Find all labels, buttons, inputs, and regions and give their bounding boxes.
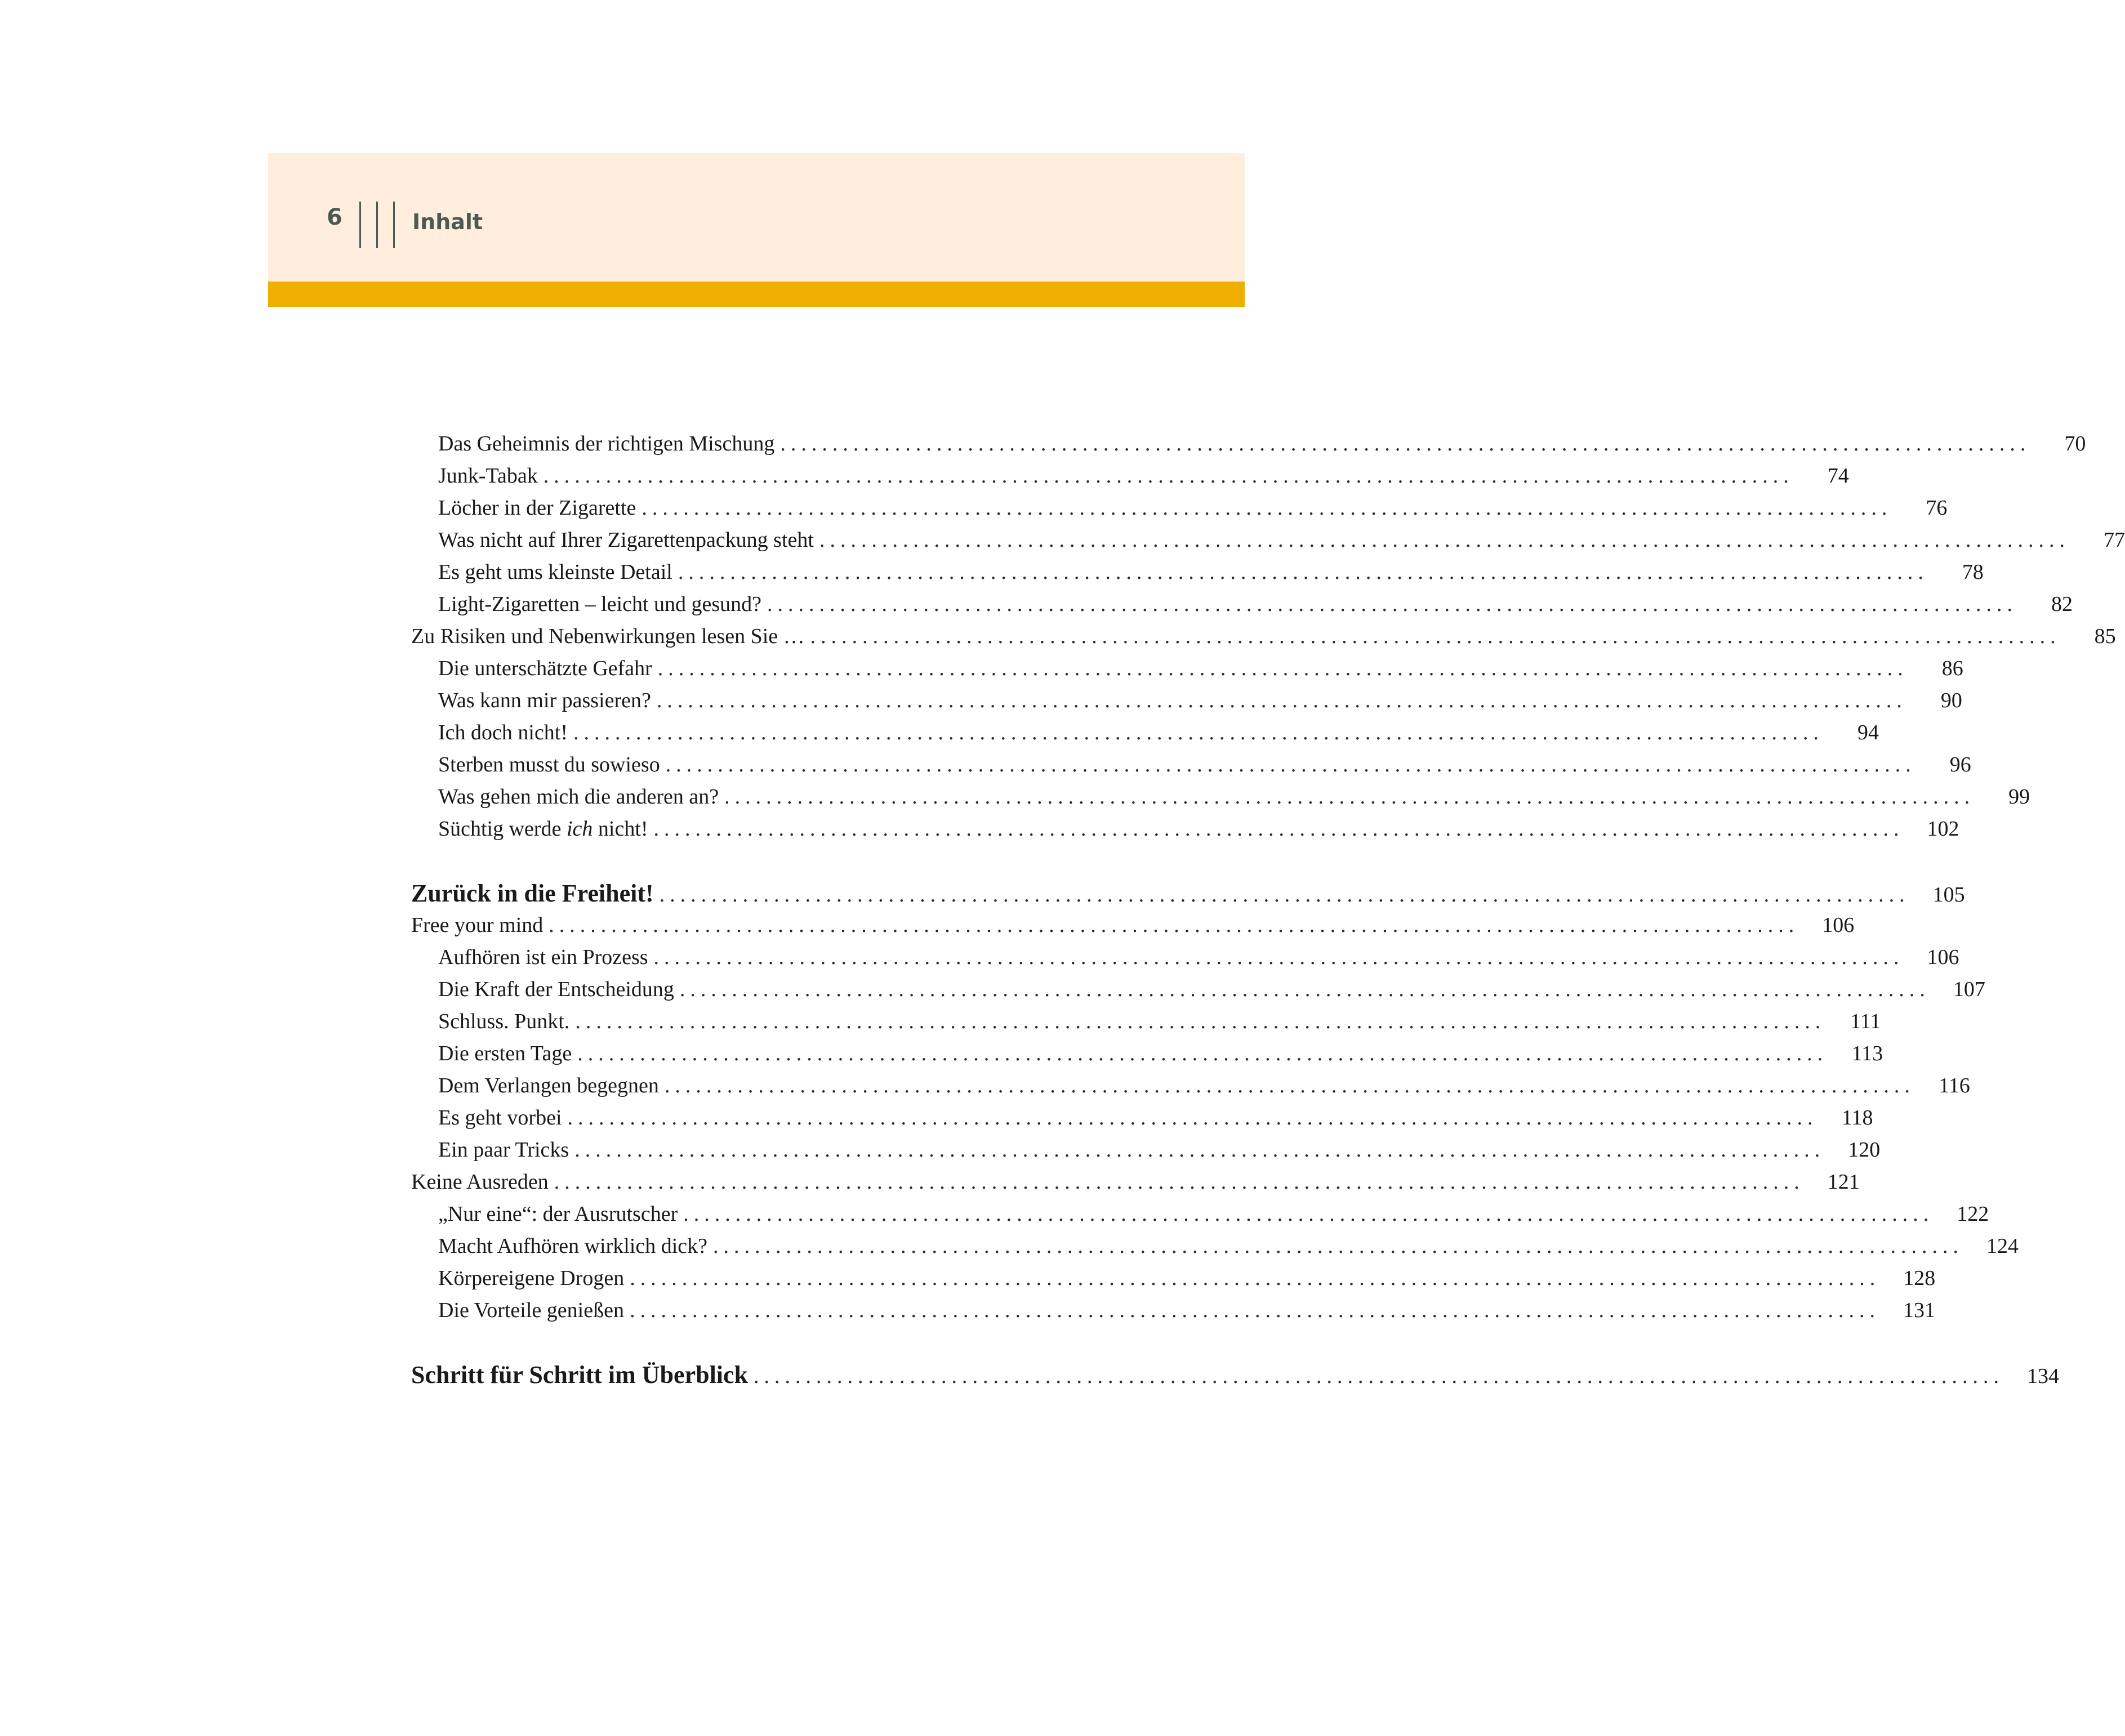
toc-entry-page: 76: [1926, 496, 1948, 520]
toc-entry: [411, 685, 1962, 717]
toc-entry-page: 124: [1986, 1234, 2019, 1258]
toc-entry-page: 120: [1848, 1138, 1881, 1162]
toc-entry-page: 96: [1949, 753, 1971, 776]
dot-leader: ........................................................................................................................: [543, 464, 1794, 488]
dot-leader: ........................................................................................................................: [641, 496, 1892, 520]
toc-entry-page: 82: [2051, 592, 2073, 616]
dot-leader: ........................................................................................................................: [678, 560, 1928, 584]
dot-leader: ........................................................................................................................: [664, 1074, 1915, 1097]
toc-entry-page: 99: [2008, 785, 2030, 809]
toc-entry: [411, 621, 2116, 653]
toc-entry-title: Aufhören ist ein Prozess: [438, 945, 648, 969]
toc-entry: [411, 460, 1849, 492]
toc-entry-title: Es geht ums kleinste Detail: [438, 560, 672, 584]
toc-entry: [411, 717, 1879, 749]
toc-entry-page: 90: [1940, 689, 1962, 712]
toc-chapter-page: 134: [2027, 1364, 2060, 1388]
toc-entry-page: 77: [2103, 528, 2125, 552]
header-stripe: [268, 282, 1245, 307]
dot-leader: ........................................................................................................................: [653, 945, 1904, 969]
toc-entry: [411, 813, 1959, 845]
dot-leader: ........................................................................................................................: [683, 1202, 1934, 1226]
toc-entry-title: Körpereigene Drogen: [438, 1266, 625, 1290]
toc-entry-title: Light-Zigaretten – leicht und gesund?: [438, 592, 762, 616]
toc-chapter-page: 105: [1932, 883, 1965, 907]
toc-entry: [411, 1230, 2019, 1262]
toc-entry-page: 94: [1857, 721, 1879, 744]
toc-entry: [411, 781, 2030, 813]
toc-entry-page: 128: [1903, 1266, 1936, 1290]
dot-leader: ........................................................................................................................: [630, 1266, 1881, 1290]
toc-entry: [411, 492, 1948, 524]
dot-leader: ........................................................................................................................: [780, 432, 2031, 456]
toc-entry: [411, 749, 1971, 781]
toc-entry-title: Dem Verlangen begegnen: [438, 1074, 659, 1097]
toc-entry-page: 102: [1927, 817, 1959, 841]
header-divider-bar: [359, 202, 361, 248]
toc-entry: [411, 1006, 1881, 1038]
toc-chapter-title: Schritt für Schritt im Überblick: [411, 1361, 749, 1389]
table-of-contents: [411, 428, 2125, 1391]
toc-entry-page: 118: [1841, 1106, 1873, 1130]
toc-chapter: [411, 877, 1965, 909]
dot-leader: ........................................................................................................................: [549, 913, 1799, 937]
toc-entry-title: Es geht vorbei: [438, 1106, 562, 1130]
toc-entry: [411, 1295, 1935, 1327]
toc-chapter-title: Zurück in die Freiheit!: [411, 880, 654, 907]
toc-entry-page: 131: [1903, 1298, 1935, 1322]
dot-leader: ........................................................................................................................: [810, 624, 2061, 648]
toc-entry: [411, 1134, 1881, 1166]
dot-leader: ........................................................................................................................: [767, 592, 2018, 616]
header-divider-bar: [376, 202, 378, 248]
toc-entry-title: Keine Ausreden: [411, 1170, 549, 1194]
toc-entry-page: 121: [1827, 1170, 1860, 1194]
toc-entry: [411, 653, 1963, 685]
toc-entry-title: Die Kraft der Entscheidung: [438, 978, 674, 1001]
toc-entry-title: Die ersten Tage: [438, 1042, 572, 1065]
toc-entry-title: Das Geheimnis der richtigen Mischung: [438, 432, 775, 456]
toc-entry-title: Süchtig werde ich nicht!: [438, 817, 648, 841]
toc-entry-title: Ich doch nicht!: [438, 721, 568, 744]
toc-entry: [411, 588, 2073, 621]
toc-entry-title: „Nur eine“: der Ausrutscher: [438, 1202, 678, 1226]
toc-entry-page: 106: [1822, 913, 1855, 937]
toc-entry-page: 122: [1957, 1202, 1989, 1226]
toc-entry: [411, 524, 2125, 556]
dot-leader: ........................................................................................................................: [653, 817, 1904, 841]
toc-entry-title: Was nicht auf Ihrer Zigarettenpackung steht: [438, 528, 814, 552]
dot-leader: ........................................................................................................................: [713, 1234, 1964, 1258]
toc-entry-title: Was kann mir passieren?: [438, 689, 651, 712]
toc-entry-page: 85: [2094, 624, 2116, 648]
toc-entry-page: 74: [1827, 464, 1849, 488]
dot-leader: ........................................................................................................................: [629, 1298, 1880, 1322]
dot-leader: ........................................................................................................................: [656, 689, 1907, 712]
toc-entry: [411, 941, 1959, 974]
toc-entry-page: 86: [1941, 657, 1963, 680]
toc-entry-title: Sterben musst du sowieso: [438, 753, 660, 776]
dot-leader: ........................................................................................................................: [567, 1106, 1818, 1130]
toc-entry-page: 116: [1939, 1074, 1970, 1097]
toc-chapter: [411, 1359, 2060, 1391]
dot-leader: ........................................................................................................................: [577, 1042, 1828, 1065]
toc-entry-page: 107: [1953, 978, 1985, 1001]
toc-entry: [411, 428, 2086, 460]
dot-leader: ........................................................................................................................: [754, 1364, 2004, 1388]
toc-entry-title: Free your mind: [411, 913, 543, 937]
toc-entry-title: Schluss. Punkt.: [438, 1010, 570, 1033]
toc-entry-page: 106: [1927, 945, 1959, 969]
dot-leader: ........................................................................................................................: [659, 883, 1910, 907]
toc-entry: [411, 974, 1985, 1006]
toc-entry: [411, 1198, 1989, 1230]
dot-leader: ........................................................................................................................: [679, 978, 1930, 1001]
dot-leader: ........................................................................................................................: [819, 528, 2070, 552]
toc-entry-page: 113: [1851, 1042, 1883, 1065]
toc-entry: [411, 909, 1855, 941]
dot-leader: ........................................................................................................................: [665, 753, 1916, 776]
toc-entry: [411, 1070, 1970, 1102]
dot-leader: ........................................................................................................................: [573, 721, 1824, 744]
toc-entry-title: Junk-Tabak: [438, 464, 538, 488]
toc-entry-page: 70: [2064, 432, 2086, 456]
toc-entry: [411, 1262, 1936, 1295]
toc-entry: [411, 1166, 1860, 1198]
dot-leader: ........................................................................................................................: [554, 1170, 1805, 1194]
toc-entry-title: Ein paar Tricks: [438, 1138, 569, 1162]
toc-entry: [411, 1102, 1873, 1134]
toc-entry-title: Macht Aufhören wirklich dick?: [438, 1234, 708, 1258]
toc-entry-title: Was gehen mich die anderen an?: [438, 785, 719, 809]
dot-leader: ........................................................................................................................: [724, 785, 1975, 809]
toc-entry-title: Zu Risiken und Nebenwirkungen lesen Sie …: [411, 624, 805, 648]
toc-entry: [411, 556, 1984, 588]
toc-entry: [411, 1038, 1883, 1070]
toc-entry-title: Die unterschätzte Gefahr: [438, 657, 652, 680]
section-title: Inhalt: [412, 209, 483, 234]
header-divider-bar: [393, 202, 395, 248]
toc-entry-page: 111: [1850, 1010, 1881, 1033]
toc-entry-title: Die Vorteile genießen: [438, 1298, 624, 1322]
toc-entry-page: 78: [1962, 560, 1984, 584]
dot-leader: ........................................................................................................................: [657, 657, 1908, 680]
dot-leader: ........................................................................................................................: [575, 1010, 1826, 1033]
dot-leader: ........................................................................................................................: [574, 1138, 1825, 1162]
page-number: 6: [327, 204, 342, 230]
toc-entry-title: Löcher in der Zigarette: [438, 496, 636, 520]
